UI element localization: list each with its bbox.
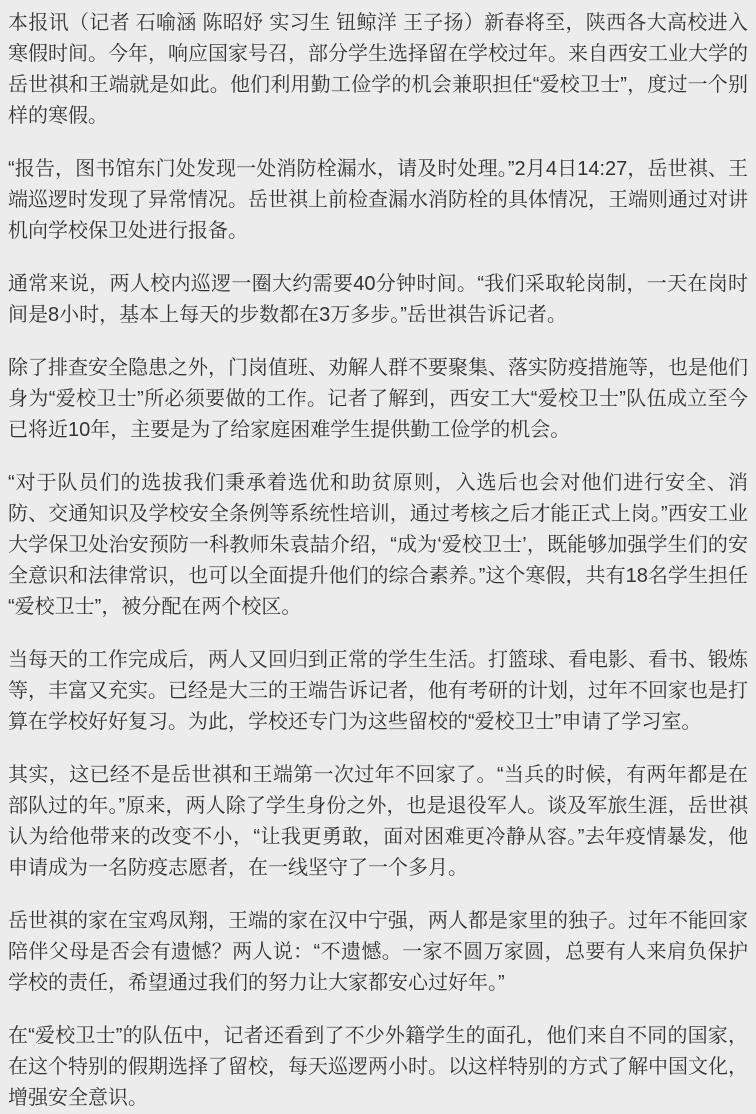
article-paragraph-lead: 本报讯（记者 石喻涵 陈昭妤 实习生 钮鲸洋 王子扬）新春将至，陕西各大高校进入寒假时间。今年，响应国家号召，部分学生选择留在学校过年。来自西安工业大学的岳世祺和王端就是如此。他们利用勤工俭学的机会兼职担任“爱校卫士”，度过一个别样的寒假。 [8,12,748,127]
article-paragraph: “报告，图书馆东门处发现一处消防栓漏水，请及时处理。”2月4日14:27，岳世祺、王端巡逻时发现了异常情况。岳世祺上前检查漏水消防栓的具体情况，王端则通过对讲机向学校保卫处进行报备。 [8,158,748,242]
article-paragraph: 通常来说，两人校内巡逻一圈大约需要40分钟时间。“我们采取轮岗制，一天在岗时间是8小时，基本上每天的步数都在3万多步。”岳世祺告诉记者。 [8,273,748,326]
article-paragraph: “对于队员们的选拔我们秉承着选优和助贫原则，入选后也会对他们进行安全、消防、交通知识及学校安全条例等系统性培训，通过考核之后才能正式上岗。”西安工业大学保卫处治安预防一科教师朱袁喆介绍，“成为‘爱校卫士’，既能够加强学生们的安全意识和法律常识，也可以全面提升他们的综合素养。”这个寒假，共有18名学生担任“爱校卫士”，被分配在两个校区。 [8,472,748,618]
article-paragraph: 其实，这已经不是岳世祺和王端第一次过年不回家了。“当兵的时候，有两年都是在部队过的年。”原来，两人除了学生身份之外，也是退役军人。谈及军旅生涯，岳世祺认为给他带来的改变不小，“让我更勇敢，面对困难更冷静从容。”去年疫情暴发，他申请成为一名防疫志愿者，在一线坚守了一个多月。 [8,764,748,879]
article-paragraph: 当每天的工作完成后，两人又回归到正常的学生生活。打篮球、看电影、看书、锻炼等，丰富又充实。已经是大三的王端告诉记者，他有考研的计划，过年不回家也是打算在学校好好复习。为此，学校还专门为这些留校的“爱校卫士”申请了学习室。 [8,649,748,733]
article-paragraph: 岳世祺的家在宝鸡凤翔，王端的家在汉中宁强，两人都是家里的独子。过年不能回家陪伴父母是否会有遗憾？两人说：“不遗憾。一家不圆万家圆，总要有人来肩负保护学校的责任，希望通过我们的努力让大家都安心过好年。” [8,910,748,994]
article-paragraph: 除了排查安全隐患之外，门岗值班、劝解人群不要聚集、落实防疫措施等，也是他们身为“爱校卫士”所必须要做的工作。记者了解到，西安工大“爱校卫士”队伍成立至今已将近10年，主要是为了给家庭困难学生提供勤工俭学的机会。 [8,357,748,441]
article-paragraph: 在“爱校卫士”的队伍中，记者还看到了不少外籍学生的面孔，他们来自不同的国家，在这个特别的假期选择了留校，每天巡逻两小时。以这样特别的方式了解中国文化，增强安全意识。 [8,1025,748,1109]
news-article [8,8,748,1114]
